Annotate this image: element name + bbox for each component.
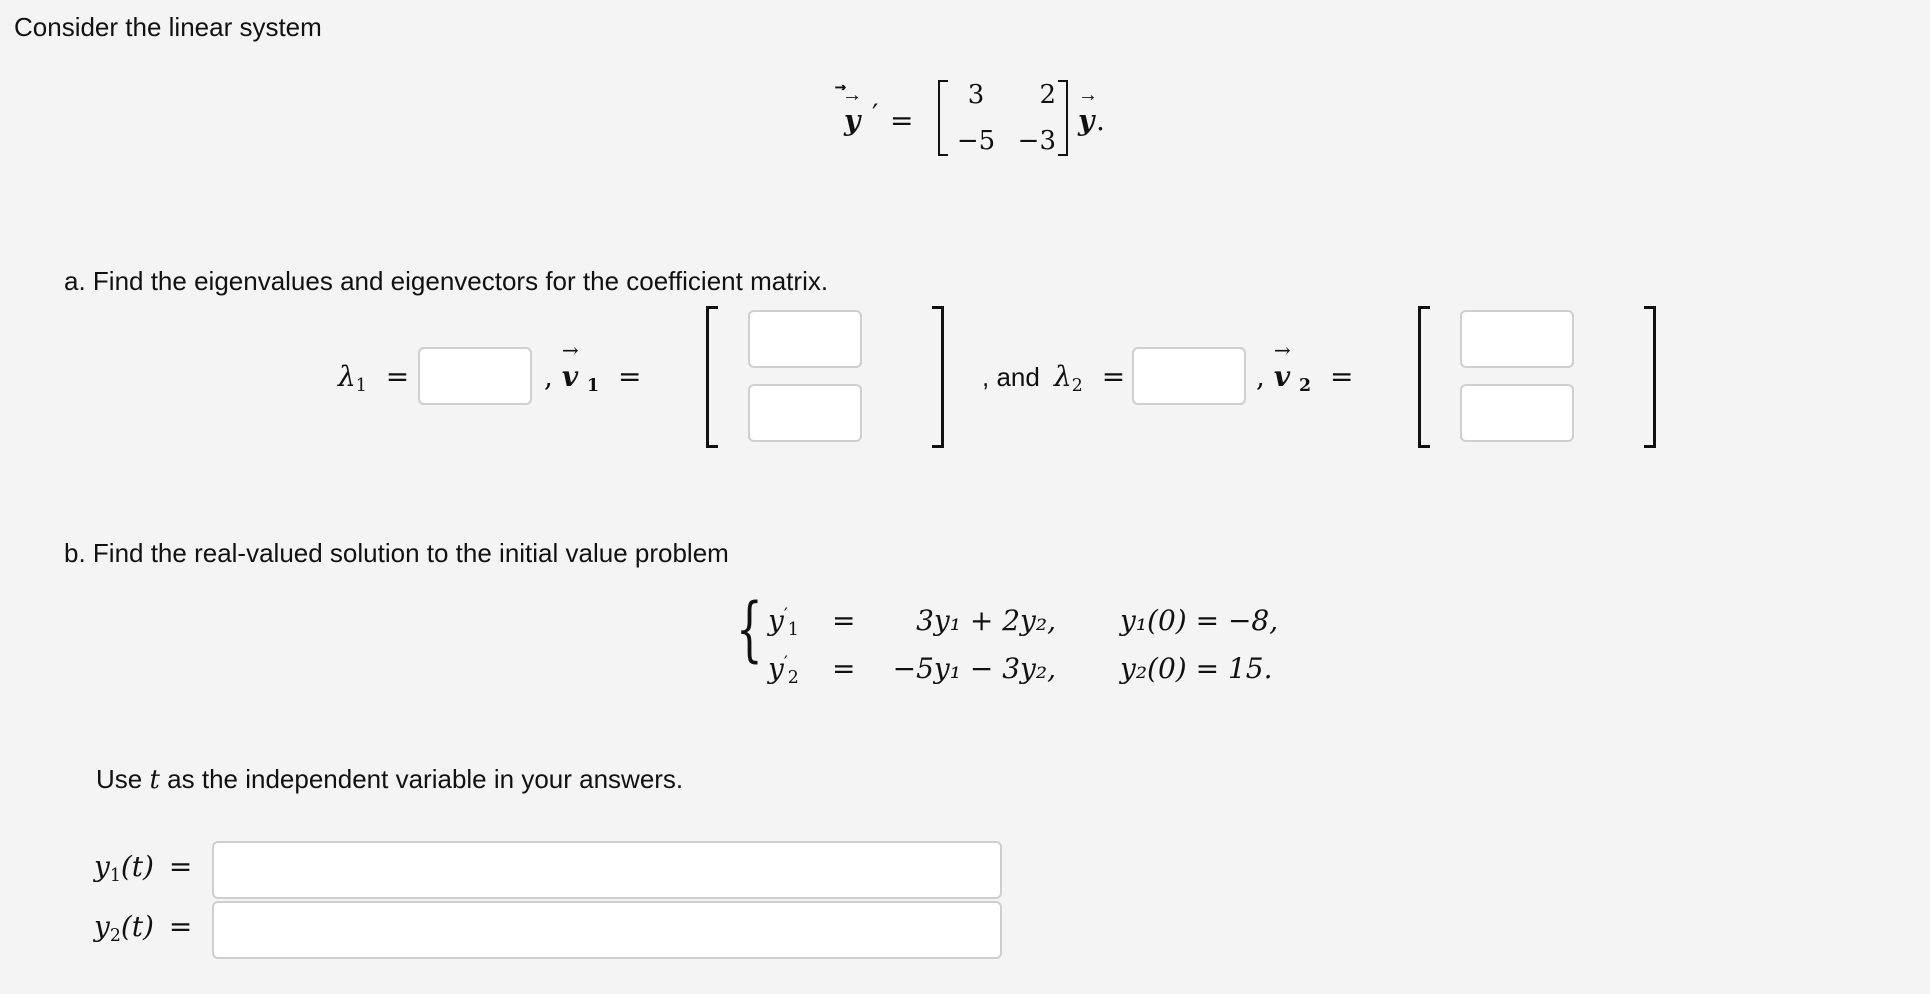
ivp-row-1-ic: y₁(0) = −8, — [1120, 604, 1279, 637]
lhs-vector — [844, 104, 860, 137]
v2-equals: = — [1330, 360, 1354, 393]
ivp-row-2-rhs: −5y₁ − 3y₂, — [892, 652, 1056, 685]
y2-label-equals: = — [168, 910, 193, 943]
ivp-row-2-sub: 2 — [787, 667, 799, 688]
lambda1-equals: = — [385, 360, 410, 393]
ivp-row-2-var: y — [768, 652, 784, 685]
ivp-row-1-lhs — [768, 604, 799, 640]
v2-label — [1256, 338, 1354, 396]
instruction-pre: Use — [96, 764, 143, 794]
y1-label-var: y — [94, 850, 110, 883]
lhs-vector-var: y — [844, 104, 861, 137]
v1-bottom-input[interactable] — [748, 384, 862, 442]
rhs-vector-var: y — [1078, 104, 1095, 137]
y2-label-var: y — [94, 910, 110, 943]
v2-subscript: 2 — [1299, 375, 1312, 396]
ivp-row-2-equals: = — [832, 652, 856, 685]
system-equals: = — [890, 104, 914, 137]
instruction-text — [96, 764, 683, 795]
matrix-a11: 3 — [967, 80, 985, 110]
v2-left-bracket — [1418, 306, 1430, 448]
system-trailing-period: . — [1096, 104, 1105, 137]
rhs-arrow-icon: → — [1078, 84, 1098, 106]
ivp-row-1-var: y — [768, 604, 784, 637]
instruction-var: t — [149, 765, 160, 795]
v1-comma: , — [544, 360, 553, 393]
intro-text: Consider the linear system — [14, 12, 322, 42]
ivp-brace: { — [736, 588, 763, 670]
instruction-post: as the independent variable in your answers. — [167, 764, 684, 794]
and-text: , and — [982, 362, 1040, 392]
y1-label-arg: (t) — [120, 850, 154, 883]
ivp-row-2-prime: ′ — [783, 653, 788, 674]
matrix-right-bracket — [1058, 80, 1068, 156]
v1-symbol-wrap — [561, 338, 587, 393]
v2-comma: , — [1256, 360, 1265, 393]
lambda2-input[interactable] — [1132, 347, 1246, 405]
v1-subscript: 1 — [587, 375, 600, 396]
v1-left-bracket — [706, 306, 718, 448]
v1-symbol: v — [561, 360, 579, 393]
y1-answer-label — [94, 850, 193, 886]
v1-arrow-icon: → — [561, 338, 579, 362]
v2-arrow-icon: → — [1273, 338, 1291, 362]
ivp-row-1-sub: 1 — [787, 619, 799, 640]
y2-answer-label — [94, 910, 193, 946]
ivp-row-1-rhs: 3y₁ + 2y₂, — [916, 604, 1056, 637]
y1-label-sub: 1 — [109, 865, 121, 886]
y2-answer-input[interactable] — [212, 901, 1002, 959]
v1-label — [544, 338, 642, 396]
part-b-prompt: b. Find the real-valued solution to the initial value problem — [64, 538, 729, 568]
matrix-a12: 2 — [1039, 80, 1056, 110]
ivp-row-2-lhs — [768, 652, 799, 688]
lambda2-subscript: 2 — [1071, 375, 1083, 396]
lambda2-label — [1054, 360, 1126, 396]
ivp-row-1-equals: = — [832, 604, 856, 637]
v1-equals: = — [618, 360, 642, 393]
ivp-row-1-prime: ′ — [783, 605, 788, 626]
y2-label-arg: (t) — [120, 910, 154, 943]
ivp-row-2-ic: y₂(0) = 15. — [1120, 652, 1273, 685]
v2-symbol: v — [1273, 360, 1291, 393]
v1-right-bracket — [932, 306, 944, 448]
lambda1-label — [338, 360, 410, 396]
y1-answer-input[interactable] — [212, 841, 1002, 899]
part-a-prompt: a. Find the eigenvalues and eigenvectors for the coefficient matrix. — [64, 266, 829, 296]
lambda1-subscript: 1 — [355, 375, 367, 396]
lambda2-equals: = — [1101, 360, 1126, 393]
v2-symbol-wrap — [1273, 338, 1299, 393]
v1-top-input[interactable] — [748, 310, 862, 368]
lambda2-symbol: λ — [1054, 360, 1072, 393]
y2-label-sub: 2 — [109, 925, 121, 946]
v2-top-input[interactable] — [1460, 310, 1574, 368]
matrix-a21: −5 — [956, 126, 996, 156]
lhs-prime: ′ — [872, 98, 879, 131]
matrix-a22: −3 — [1017, 126, 1056, 156]
y1-label-equals: = — [168, 850, 193, 883]
v2-bottom-input[interactable] — [1460, 384, 1574, 442]
lhs-arrow-icon: → — [842, 84, 862, 106]
lambda1-symbol: λ — [338, 360, 356, 393]
lambda1-input[interactable] — [418, 347, 532, 405]
v2-right-bracket — [1644, 306, 1656, 448]
